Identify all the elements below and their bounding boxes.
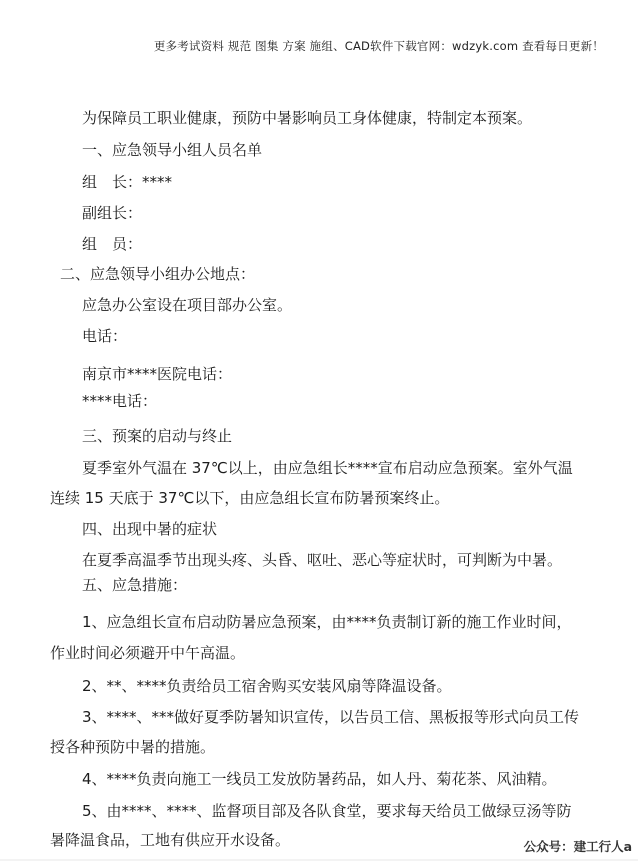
section-3-paragraph-line-2: 连续 15 天底于 37℃以下，由应急组长宣布防暑预案终止。 (50, 489, 450, 507)
section-3-title: 三、预案的启动与终止 (82, 427, 233, 445)
measure-5-line-2: 暑降温食品，工地有供应开水设备。 (50, 831, 291, 849)
hospital-phone-line: 南京市****医院电话： (82, 365, 233, 383)
intro-paragraph: 为保障员工职业健康，预防中暑影响员工身体健康，特制定本预案。 (82, 109, 533, 127)
section-5-title: 五、应急措施： (82, 576, 188, 594)
other-phone-line: ****电话： (82, 392, 158, 410)
measure-1-line-1: 1、应急组长宣布启动防暑应急预案，由****负责制订新的施工作业时间， (82, 613, 572, 631)
section-4-paragraph: 在夏季高温季节出现头疼、头昏、呕吐、恶心等症状时，可判断为中暑。 (82, 551, 563, 569)
section-4-title: 四、出现中暑的症状 (82, 520, 218, 538)
measure-5-line-1: 5、由****、****、监督项目部及各队食堂，要求每天给员工做绿豆汤等防 (82, 802, 572, 820)
measure-2: 2、**、****负责给员工宿舍购买安装风扇等降温设备。 (82, 677, 452, 695)
measure-3-line-1: 3、****、***做好夏季防暑知识宣传，以告员工信、黑板报等形式向员工传 (82, 708, 580, 726)
section-1-title: 一、应急领导小组人员名单 (82, 141, 263, 159)
wechat-watermark: 公众号：建工行人a (523, 839, 632, 854)
measure-4: 4、****负责向施工一线员工发放防暑药品，如人丹、菊花茶、风油精。 (82, 770, 557, 788)
section-3-paragraph-line-1: 夏季室外气温在 37℃以上，由应急组长****宣布启动应急预案。室外气温 (82, 459, 573, 477)
members-line: 组 员： (82, 235, 143, 253)
section-2-title: 二、应急领导小组办公地点： (60, 265, 256, 283)
office-line: 应急办公室设在项目部办公室。 (82, 296, 293, 314)
measure-3-line-2: 授各种预防中暑的措施。 (50, 738, 216, 756)
measure-1-line-2: 作业时间必须避开中午高温。 (50, 644, 246, 662)
phone-line: 电话： (82, 327, 128, 345)
header-note: 更多考试资料 规范 图集 方案 施组、CAD软件下载官网：wdzyk.com 查看每日更新！ (153, 39, 604, 53)
leader-line: 组 长：**** (82, 173, 173, 191)
deputy-leader-line: 副组长： (82, 204, 143, 222)
